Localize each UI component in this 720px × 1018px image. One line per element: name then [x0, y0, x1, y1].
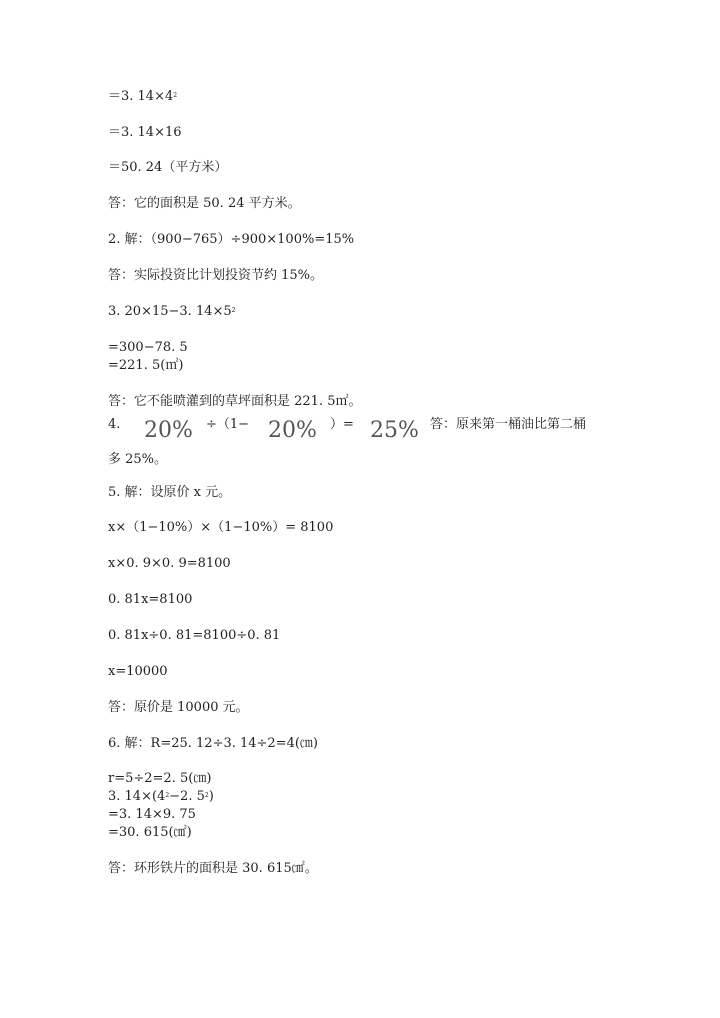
question-3-solution: 3. 20×15−3. $14\times 5^2$	[108, 304, 236, 319]
step-line-q6-4: =30. 615(㎠)	[108, 825, 192, 840]
step-line-q5-3: 0. 81x=8100	[108, 592, 193, 607]
question-2-solution: 2. 解：（900−765）÷900×100%=15%	[108, 232, 355, 247]
step-line-q5-1: x×（1−10%）×（1−10%）= 8100	[108, 520, 334, 535]
question-6-solution: 6. 解：R=25. 12÷3. 14÷2=4(㎝)	[108, 736, 319, 751]
step-line-q5-5: x=10000	[108, 664, 168, 679]
step-line-q6-1: r=5÷2=2. 5(㎝)	[108, 771, 212, 786]
answer-line-4-end: 多 25%。	[108, 452, 168, 467]
question-4-number: 4.	[108, 417, 121, 432]
answer-line-1: 答：它的面积是 50. 24 平方米。	[108, 196, 301, 211]
step-line-q5-2: x×0. 9×0. 9=8100	[108, 556, 231, 571]
answer-line-2: 答：实际投资比计划投资节约 15%。	[108, 268, 324, 283]
question-5-setup: 5. 解：设原价 x 元。	[108, 485, 232, 500]
fraction-25-percent: 25%	[370, 418, 419, 443]
fraction-20-percent-a: 20%	[144, 418, 193, 443]
equals-symbol: ）=	[330, 417, 354, 432]
step-line-q6-3: =3. 14×9. 75	[108, 807, 196, 822]
step-line-1: ＝3. $14\times 4^2$	[108, 89, 178, 104]
answer-line-6: 答：环形铁片的面积是 30. 615㎠。	[108, 861, 318, 876]
step-line-q3-2: =221. 5(㎡)	[108, 358, 184, 373]
step-line-q6-2: 3. $14\times(4^2-2$. $5^2$)	[108, 789, 214, 804]
divide-symbol: ÷（1−	[206, 417, 250, 432]
fraction-20-percent-b: 20%	[268, 418, 317, 443]
answer-line-3: 答：它不能喷灌到的草坪面积是 221. 5㎡。	[108, 394, 362, 409]
step-line-3: ＝50. 24（平方米）	[108, 160, 228, 175]
answer-line-5: 答：原价是 10000 元。	[108, 700, 249, 715]
step-line-q3-1: =300−78. 5	[108, 340, 188, 355]
step-line-q5-4: 0. 81x÷0. 81=8100÷0. 81	[108, 628, 281, 643]
step-line-2: ＝3. 14×16	[108, 125, 182, 140]
answer-line-4-start: 答：原来第一桶油比第二桶	[430, 417, 587, 432]
